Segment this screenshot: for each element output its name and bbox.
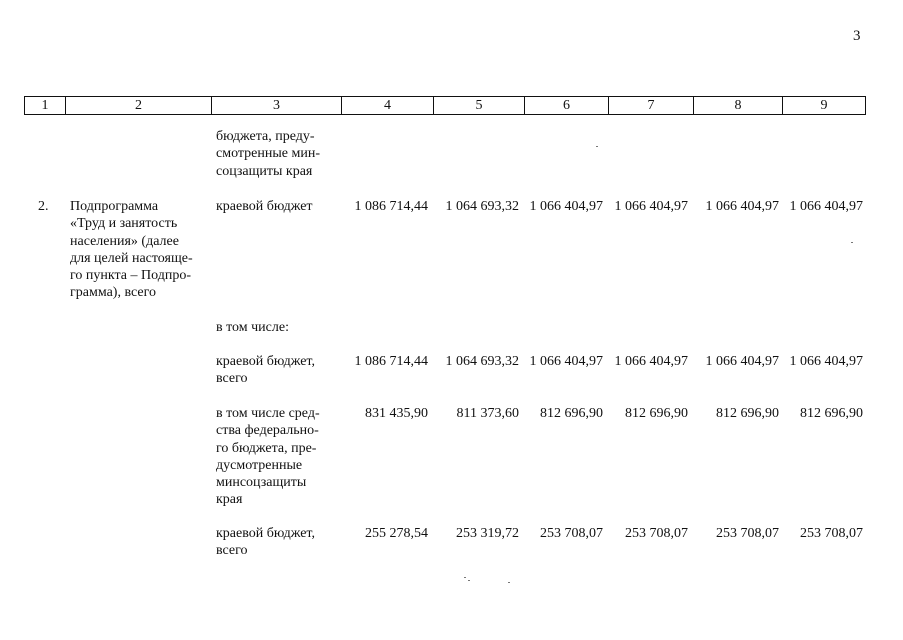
page-number: 3 (853, 28, 861, 44)
value-col-7: 1 066 404,97 (614, 199, 688, 214)
value-col-4: 1 086 714,44 (354, 199, 428, 214)
header-col-3: 3 (211, 97, 341, 114)
table-header-row (24, 96, 866, 115)
value-col-6: 1 066 404,97 (529, 354, 603, 369)
value-col-7: 1 066 404,97 (614, 354, 688, 369)
value-col-4: 831 435,90 (365, 406, 428, 421)
value-col-8: 1 066 404,97 (705, 354, 779, 369)
value-col-4: 255 278,54 (365, 526, 428, 541)
header-col-5: 5 (433, 97, 524, 114)
value-col-7: 812 696,90 (625, 406, 688, 421)
subprogram-name-cell: Подпрограмма «Труд и занятость населения» (далее для целей настояще- го пункта – Подпро- грамма), всего (70, 199, 193, 301)
row-number: 2. (38, 199, 49, 214)
value-col-4: 1 086 714,44 (354, 354, 428, 369)
value-col-9: 1 066 404,97 (789, 199, 863, 214)
value-col-5: 1 064 693,32 (445, 354, 519, 369)
scan-speck (464, 577, 466, 578)
value-col-6: 253 708,07 (540, 526, 603, 541)
value-col-8: 1 066 404,97 (705, 199, 779, 214)
value-col-6: 812 696,90 (540, 406, 603, 421)
value-col-8: 812 696,90 (716, 406, 779, 421)
value-col-9: 812 696,90 (800, 406, 863, 421)
funding-source-cell: в том числе: (216, 320, 289, 335)
value-col-5: 811 373,60 (456, 406, 519, 421)
value-col-5: 253 319,72 (456, 526, 519, 541)
value-col-9: 253 708,07 (800, 526, 863, 541)
value-col-6: 1 066 404,97 (529, 199, 603, 214)
value-col-8: 253 708,07 (716, 526, 779, 541)
funding-source-cell: краевой бюджет, всего (216, 354, 315, 387)
funding-source-cell: в том числе сред- ства федерально- го бюджета, пре- дусмотренные минсоцзащиты края (216, 406, 320, 508)
scan-speck (596, 146, 598, 147)
scan-speck (851, 242, 853, 243)
funding-source-cell: краевой бюджет (216, 199, 313, 214)
header-col-1: 1 (41, 98, 49, 113)
value-col-5: 1 064 693,32 (445, 199, 519, 214)
value-col-7: 253 708,07 (625, 526, 688, 541)
header-col-6: 6 (524, 97, 608, 114)
funding-source-cell: бюджета, преду- смотренные мин- соцзащиты края (216, 129, 321, 179)
scan-speck (508, 582, 510, 583)
scan-speck (468, 580, 470, 581)
header-col-2: 2 (65, 97, 211, 114)
header-col-9: 9 (782, 97, 865, 114)
header-col-8: 8 (693, 97, 782, 114)
funding-source-cell: краевой бюджет, всего (216, 526, 315, 559)
header-col-7: 7 (608, 97, 693, 114)
header-col-4: 4 (341, 97, 433, 114)
value-col-9: 1 066 404,97 (789, 354, 863, 369)
